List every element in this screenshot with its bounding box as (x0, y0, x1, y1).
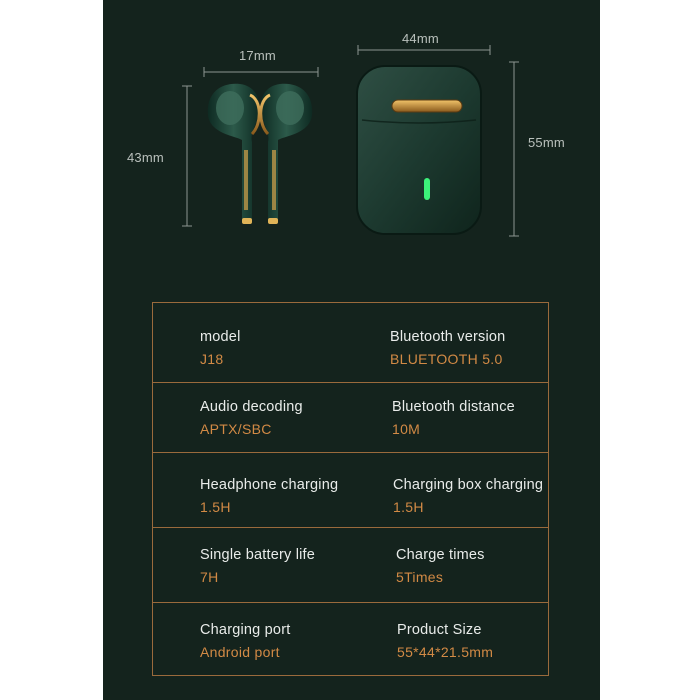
spec-value: 1.5H (200, 499, 231, 515)
spec-label: Product Size (397, 622, 482, 638)
spec-value: 1.5H (393, 499, 424, 515)
spec-label: Charging port (200, 622, 291, 638)
spec-row (152, 602, 549, 676)
right-earbud (261, 84, 312, 224)
spec-label: Headphone charging (200, 477, 339, 493)
case-height-label: 55mm (528, 135, 565, 150)
spec-value: 5Times (396, 569, 444, 585)
spec-label: Charging box charging (393, 477, 544, 493)
product-illustration (0, 0, 700, 300)
spec-cell-single-battery-life (200, 547, 315, 585)
spec-value: Android port (200, 644, 280, 660)
earbud-width-dimension (204, 67, 318, 77)
spec-label: Audio decoding (200, 399, 303, 415)
spec-cell-bluetooth-distance (392, 399, 515, 437)
spec-value: BLUETOOTH 5.0 (390, 351, 503, 367)
left-earbud (208, 84, 259, 224)
case-hinge-badge (392, 100, 462, 112)
spec-cell-charge-times (396, 547, 485, 585)
spec-cell-bluetooth-version (390, 329, 505, 367)
spec-cell-product-size (397, 622, 493, 660)
spec-cell-audio-decoding (200, 399, 303, 437)
spec-row (152, 527, 549, 603)
spec-value: 7H (200, 569, 219, 585)
case-width-dimension (358, 45, 490, 55)
led-indicator-icon (424, 178, 430, 200)
spec-label: Single battery life (200, 547, 316, 563)
spec-cell-headphone-charging (200, 477, 338, 515)
charging-case (357, 66, 481, 234)
case-width-label: 44mm (402, 31, 439, 46)
spec-row (152, 452, 549, 528)
spec-label: Bluetooth distance (392, 399, 515, 415)
spec-cell-charging-port (200, 622, 290, 660)
case-height-dimension (509, 62, 519, 236)
spec-label: Bluetooth version (390, 329, 506, 345)
spec-label: Charge times (396, 547, 485, 563)
spec-label: model (200, 329, 241, 345)
spec-value: J18 (200, 351, 224, 367)
spec-row (152, 302, 549, 383)
spec-cell-model (200, 329, 241, 367)
spec-value: 10M (392, 421, 421, 437)
earbud-height-dimension (182, 86, 192, 226)
spec-table (152, 302, 549, 675)
spec-row (152, 382, 549, 453)
spec-cell-charging-box-charging (393, 477, 543, 515)
earbud-height-label: 43mm (127, 150, 164, 165)
spec-value: APTX/SBC (200, 421, 272, 437)
spec-value: 55*44*21.5mm (397, 644, 494, 660)
earbud-width-label: 17mm (239, 48, 276, 63)
